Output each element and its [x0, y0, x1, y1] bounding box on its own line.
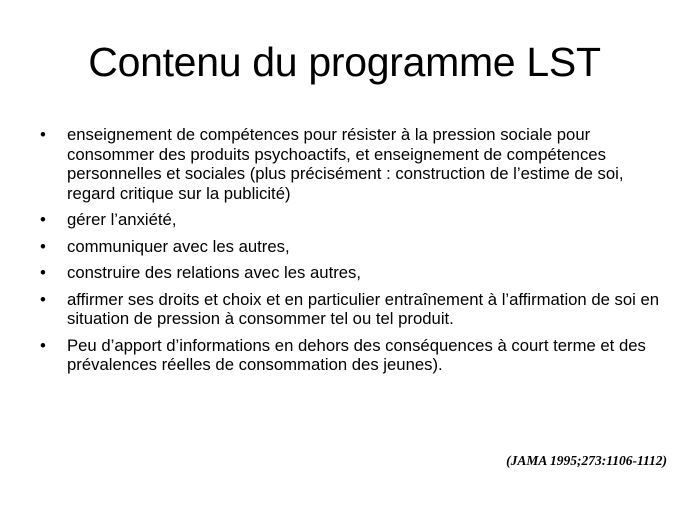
bullet-item [40, 237, 660, 257]
citation: (JAMA 1995;273:1106-1112) [506, 453, 667, 468]
bullet-item [40, 210, 660, 230]
bullet-item [40, 125, 660, 203]
bullet-text: affirmer ses droits et choix et en particulier entraînement à l’affirmation de soi en situation de pression à consommer tel ou tel produit. [67, 289, 660, 328]
bullet-icon: • [40, 335, 46, 355]
bullet-item [40, 290, 660, 329]
slide-title: Contenu du programme LST [88, 39, 601, 85]
bullet-icon: • [40, 236, 46, 256]
bullet-text: communiquer avec les autres, [67, 236, 290, 256]
bullet-text: Peu d’apport d’informations en dehors des conséquences à court terme et des prévalences réelles de consommation des jeunes). [67, 335, 646, 374]
bullet-text: construire des relations avec les autres, [67, 263, 362, 282]
bullet-list [40, 125, 660, 382]
bullet-text: enseignement de compétences pour résister à la pression sociale pour consommer des produits psychoactifs, et enseignement de compétences personnelles et sociales (plus précisément : construction de l’estime de soi, regard critique sur la publicité) [67, 125, 624, 203]
bullet-item [40, 263, 660, 283]
bullet-text: gérer l’anxiété, [67, 210, 177, 229]
bullet-item [40, 336, 660, 375]
bullet-icon: • [40, 125, 46, 144]
bullet-icon: • [40, 210, 46, 229]
bullet-icon: • [40, 289, 46, 309]
bullet-icon: • [40, 263, 46, 282]
